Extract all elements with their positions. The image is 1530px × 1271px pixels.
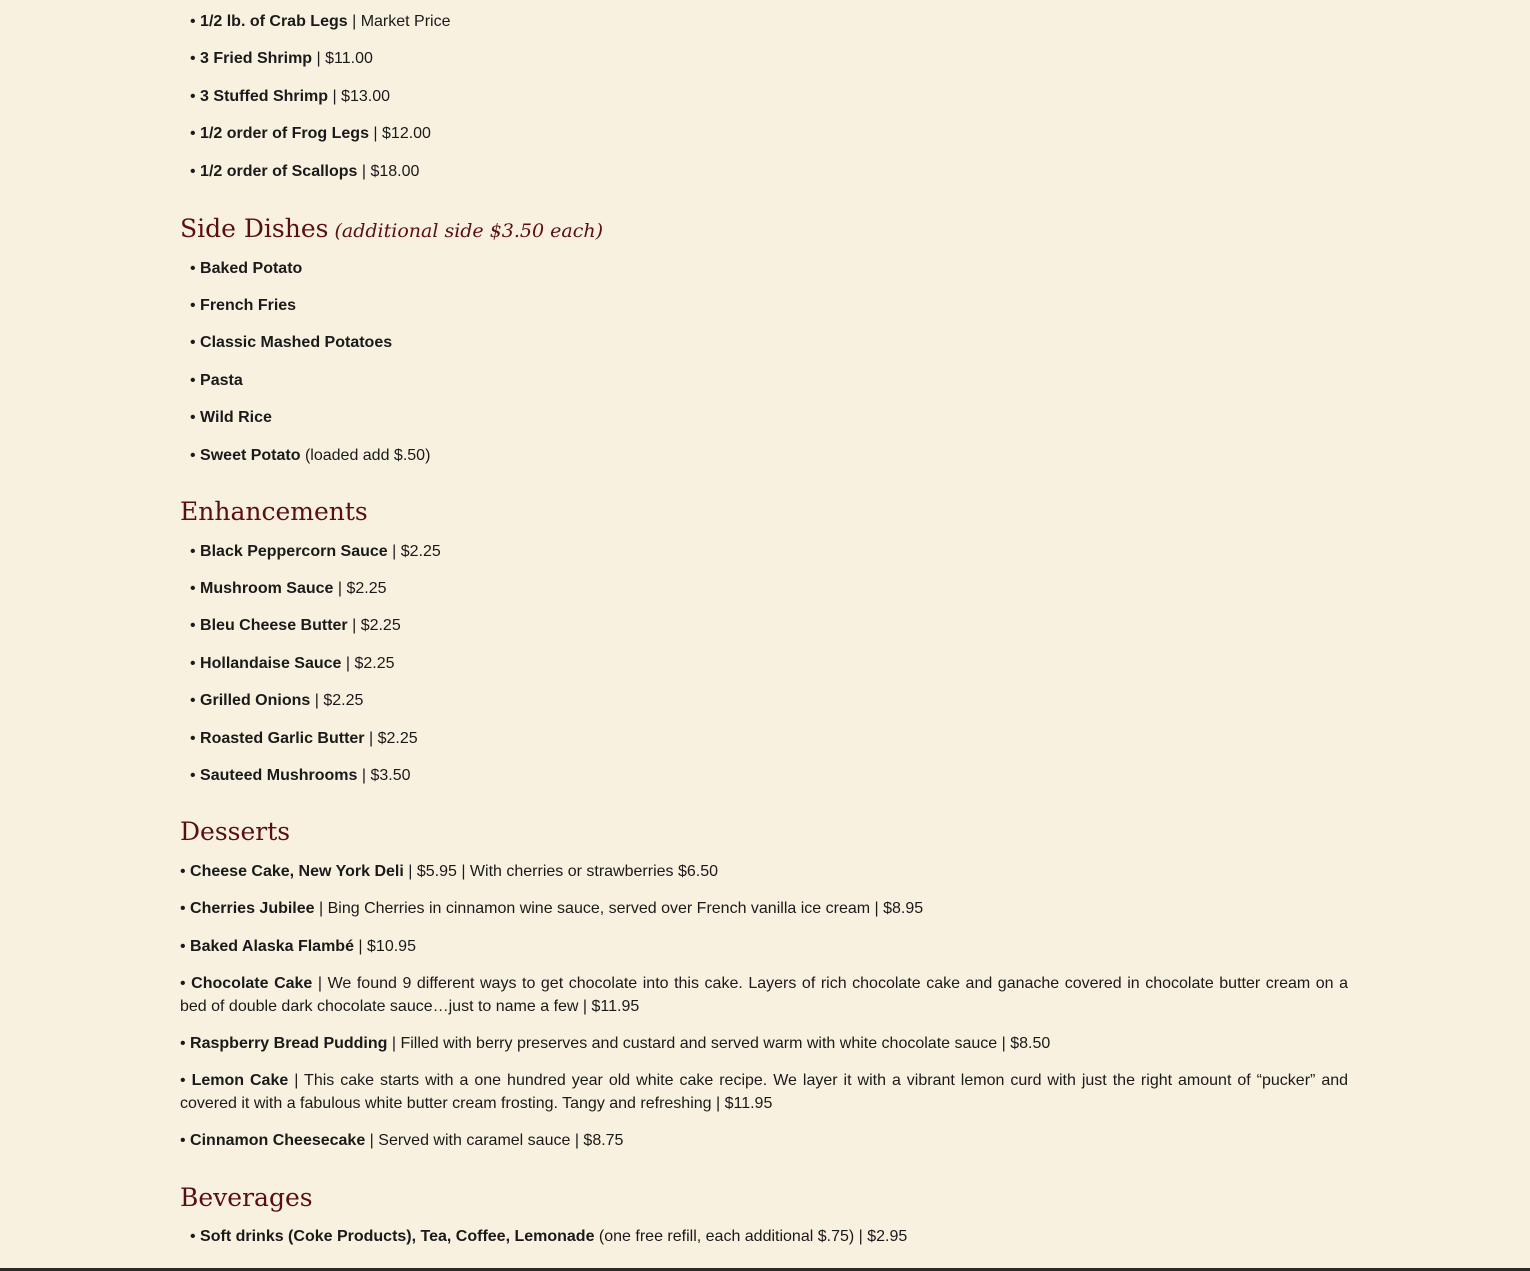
item-name: French Fries xyxy=(200,297,297,314)
list-item: • Cheese Cake, New York Deli | $5.95 | With cherries or strawberries $6.50 xyxy=(180,863,718,880)
list-item: • Grilled Onions | $2.25 xyxy=(190,692,364,709)
item-name: Baked Potato xyxy=(200,260,303,277)
list-item: • Lemon Cake | This cake starts with a one hundred year old white cake recipe. We layer it with a vibrant lemon curd with just the right amount of “pucker” and covered it with a fabulous white butter cream frosting. Tangy and refreshing | $11.95 xyxy=(180,1072,1349,1112)
item-name: Wild Rice xyxy=(200,409,272,426)
list-item: • 1/2 lb. of Crab Legs | Market Price xyxy=(190,13,451,30)
item-name: Bleu Cheese Butter xyxy=(200,617,348,634)
item-detail: | $2.25 xyxy=(310,692,364,709)
item-name: Baked Alaska Flambé xyxy=(190,938,354,955)
item-detail: | $18.00 xyxy=(357,163,420,180)
item-detail: | $2.25 xyxy=(341,655,395,672)
item-name: Cherries Jubilee xyxy=(190,900,315,917)
item-detail: (one free refill, each additional $.75) | $2.95 xyxy=(594,1228,908,1245)
item-name: Cinnamon Cheesecake xyxy=(190,1132,366,1149)
list-item: • Pasta xyxy=(190,372,243,389)
item-name: Sauteed Mushrooms xyxy=(200,767,358,784)
item-detail: | We found 9 different ways to get chocolate into this cake. Layers of rich chocolate cake and ganache covered in chocolate butter cream on a bed of double dark chocolate sauce…just to name a few | $11.95 xyxy=(180,975,1349,1015)
list-item: • Baked Alaska Flambé | $10.95 xyxy=(180,938,416,955)
list-item: • Cherries Jubilee | Bing Cherries in cinnamon wine sauce, served over French vanilla ice cream | $8.95 xyxy=(180,900,924,917)
list-item: • Bleu Cheese Butter | $2.25 xyxy=(190,617,401,634)
section-heading-enhancements: Enhancements xyxy=(180,497,368,526)
list-item: • Black Peppercorn Sauce | $2.25 xyxy=(190,543,441,560)
item-detail: | $2.25 xyxy=(387,543,441,560)
item-detail: | $3.50 xyxy=(357,767,411,784)
list-item: • 1/2 order of Scallops | $18.00 xyxy=(190,163,420,180)
list-item: • Sweet Potato (loaded add $.50) xyxy=(190,447,431,464)
item-name: Hollandaise Sauce xyxy=(200,655,342,672)
item-name: 1/2 order of Scallops xyxy=(200,163,358,180)
item-name: Soft drinks (Coke Products), Tea, Coffee, Lemonade xyxy=(200,1228,595,1245)
item-detail: | $2.25 xyxy=(333,580,387,597)
item-name: Mushroom Sauce xyxy=(200,580,334,597)
list-item: • Soft drinks (Coke Products), Tea, Coffee, Lemonade (one free refill, each additional $.75) | $2.95 xyxy=(190,1228,908,1245)
item-detail: | $10.95 xyxy=(353,938,416,955)
item-detail: | $11.00 xyxy=(312,50,373,67)
item-name: Cheese Cake, New York Deli xyxy=(190,863,404,880)
item-name: Chocolate Cake xyxy=(191,975,313,992)
list-item: • Classic Mashed Potatoes xyxy=(190,334,393,351)
item-name: 3 Fried Shrimp xyxy=(200,50,313,67)
item-name: Pasta xyxy=(200,372,243,389)
list-item: • Wild Rice xyxy=(190,409,272,426)
item-detail: | $5.95 | With cherries or strawberries $6.50 xyxy=(403,863,718,880)
item-name: 1/2 order of Frog Legs xyxy=(200,125,369,142)
section-heading-side-dishes: Side Dishes (additional side $3.50 each) xyxy=(180,214,604,243)
item-detail: | $13.00 xyxy=(328,88,391,105)
item-detail: | $2.25 xyxy=(364,730,418,747)
section-heading-desserts: Desserts xyxy=(180,817,291,846)
list-item: • Cinnamon Cheesecake | Served with caramel sauce | $8.75 xyxy=(180,1132,624,1149)
item-name: 3 Stuffed Shrimp xyxy=(200,88,329,105)
item-detail: (loaded add $.50) xyxy=(300,447,431,464)
list-item: • 3 Stuffed Shrimp | $13.00 xyxy=(190,88,391,105)
item-name: Roasted Garlic Butter xyxy=(200,730,365,747)
side-dishes-note: (additional side $3.50 each) xyxy=(334,220,604,242)
list-item: • Mushroom Sauce | $2.25 xyxy=(190,580,387,597)
item-name: Lemon Cake xyxy=(191,1072,289,1089)
item-name: Raspberry Bread Pudding xyxy=(190,1035,388,1052)
item-detail: | $2.25 xyxy=(347,617,401,634)
list-item: • 1/2 order of Frog Legs | $12.00 xyxy=(190,125,431,142)
list-item: • Sauteed Mushrooms | $3.50 xyxy=(190,767,411,784)
item-name: Sweet Potato xyxy=(200,447,301,464)
item-detail: | Filled with berry preserves and custard and served warm with white chocolate sauce | $8.50 xyxy=(387,1035,1051,1052)
list-item: • Baked Potato xyxy=(190,260,303,277)
item-name: Black Peppercorn Sauce xyxy=(200,543,388,560)
item-detail: | This cake starts with a one hundred year old white cake recipe. We layer it with a vibrant lemon curd with just the right amount of “pucker” and covered it with a fabulous white butter cream frosting. Tangy and refreshing | $11.95 xyxy=(180,1072,1349,1112)
list-item: • Roasted Garlic Butter | $2.25 xyxy=(190,730,418,747)
list-item: • Raspberry Bread Pudding | Filled with berry preserves and custard and served warm with white chocolate sauce | $8.50 xyxy=(180,1035,1051,1052)
section-heading-beverages: Beverages xyxy=(180,1183,313,1212)
item-detail: | Market Price xyxy=(347,13,451,30)
item-detail: | Bing Cherries in cinnamon wine sauce, served over French vanilla ice cream | $8.95 xyxy=(314,900,924,917)
item-name: Grilled Onions xyxy=(200,692,311,709)
item-name: Classic Mashed Potatoes xyxy=(200,334,393,351)
list-item: • 3 Fried Shrimp | $11.00 xyxy=(190,50,373,67)
list-item: • Chocolate Cake | We found 9 different ways to get chocolate into this cake. Layers of rich chocolate cake and ganache covered in chocolate butter cream on a bed of double dark chocolate sauce…just to name a few | $11.95 xyxy=(180,975,1349,1015)
list-item: • French Fries xyxy=(190,297,297,314)
list-item: • Hollandaise Sauce | $2.25 xyxy=(190,655,395,672)
item-name: 1/2 lb. of Crab Legs xyxy=(200,13,348,30)
item-detail: | $12.00 xyxy=(368,125,431,142)
item-detail: | Served with caramel sauce | $8.75 xyxy=(365,1132,624,1149)
